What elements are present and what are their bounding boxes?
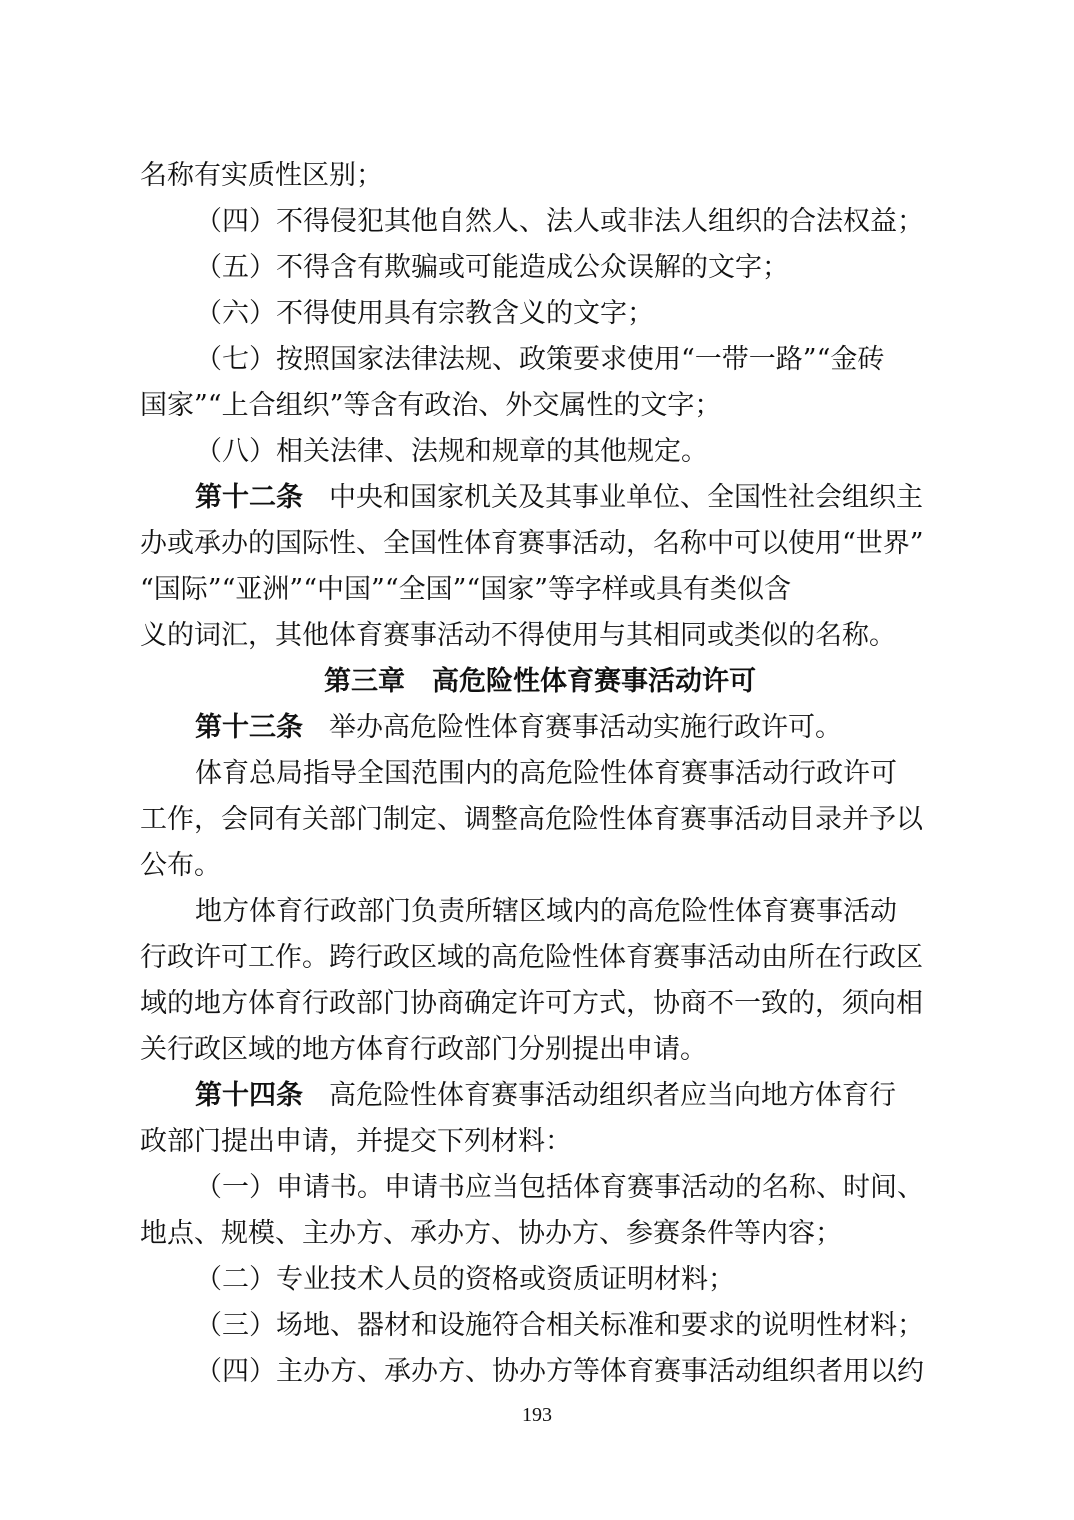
text-line: 体育总局指导全国范围内的高危险性体育赛事活动行政许可: [195, 758, 897, 789]
text-line: 关行政区域的地方体育行政部门分别提出申请。: [140, 1034, 707, 1065]
article-14-first-line: [140, 1073, 940, 1119]
list-item: （二）专业技术人员的资格或资质证明材料；: [195, 1264, 735, 1295]
article-12-first-line: [140, 475, 940, 521]
text-line: 国家”“上合组织”等含有政治、外交属性的文字；: [140, 390, 722, 421]
text-line: 工作，会同有关部门制定、调整高危险性体育赛事活动目录并予以: [140, 804, 923, 835]
list-item: （八）相关法律、法规和规章的其他规定。: [195, 436, 708, 467]
article-number: 第十三条: [195, 712, 303, 743]
text-line: 地点、规模、主办方、承办方、协办方、参赛条件等内容；: [140, 1218, 842, 1249]
text-line: 行政许可工作。跨行政区域的高危险性体育赛事活动由所在行政区: [140, 942, 923, 973]
article-text: 中央和国家机关及其事业单位、全国性社会组织主: [329, 482, 923, 513]
article-text: 高危险性体育赛事活动组织者应当向地方体育行: [329, 1080, 896, 1111]
article-number: 第十二条: [195, 482, 303, 513]
article-text: 举办高危险性体育赛事活动实施行政许可。: [329, 712, 842, 743]
document-page: [140, 153, 940, 1395]
text-line: 办或承办的国际性、全国性体育赛事活动，名称中可以使用“世界”: [140, 528, 924, 559]
list-item: （四）主办方、承办方、协办方等体育赛事活动组织者用以约: [195, 1356, 924, 1387]
page-number: 193: [522, 1404, 552, 1426]
text-line: 义的词汇，其他体育赛事活动不得使用与其相同或类似的名称。: [140, 620, 896, 651]
text-line: 域的地方体育行政部门协商确定许可方式，协商不一致的，须向相: [140, 988, 923, 1019]
list-item: （七）按照国家法律法规、政策要求使用“一带一路”“金砖: [195, 344, 885, 375]
list-item: （三）场地、器材和设施符合相关标准和要求的说明性材料；: [195, 1310, 924, 1341]
list-item: （五）不得含有欺骗或可能造成公众误解的文字；: [195, 252, 789, 283]
text-line: 公布。: [140, 850, 221, 881]
list-item: （一）申请书。申请书应当包括体育赛事活动的名称、时间、: [195, 1172, 924, 1203]
text-line: 名称有实质性区别；: [140, 160, 383, 191]
text-line: “国际”“亚洲”“中国”“全国”“国家”等字样或具有类似含: [140, 574, 792, 605]
article-13-first-line: [140, 705, 940, 751]
list-item: （四）不得侵犯其他自然人、法人或非法人组织的合法权益；: [195, 206, 924, 237]
article-number: 第十四条: [195, 1080, 303, 1111]
text-line: 政部门提出申请，并提交下列材料：: [140, 1126, 572, 1157]
list-item: （六）不得使用具有宗教含义的文字；: [195, 298, 654, 329]
chapter-heading: 第三章 高危险性体育赛事活动许可: [324, 666, 756, 697]
text-line: 地方体育行政部门负责所辖区域内的高危险性体育赛事活动: [195, 896, 897, 927]
